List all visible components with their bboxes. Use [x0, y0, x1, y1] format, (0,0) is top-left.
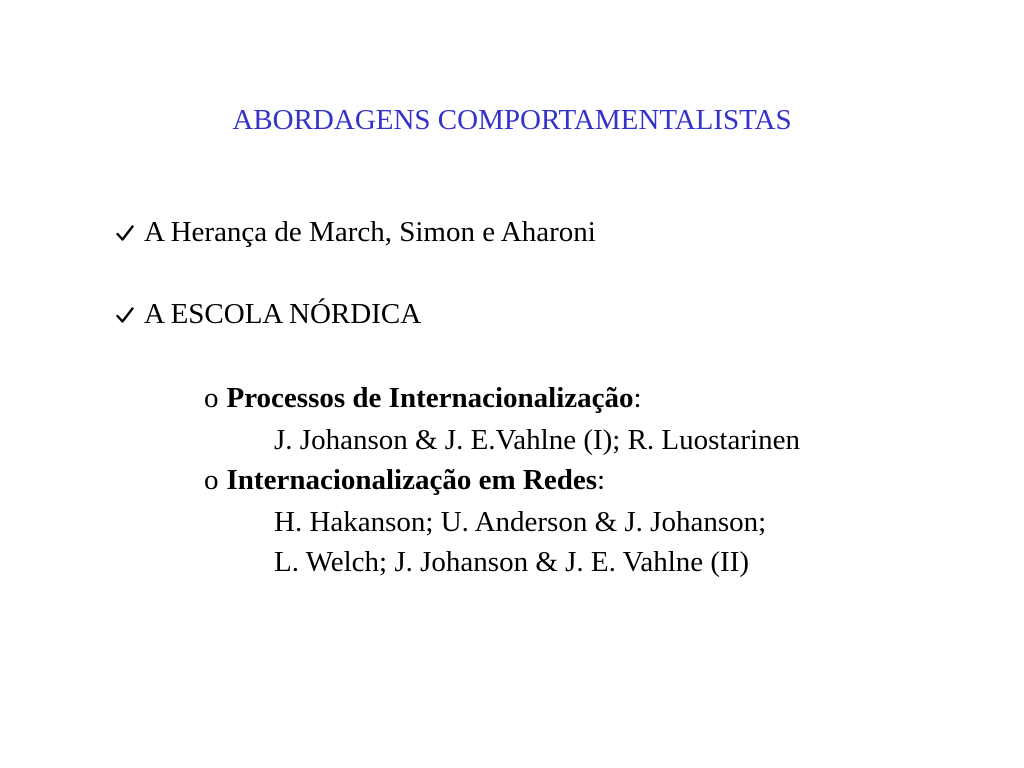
checkmark-icon [116, 306, 134, 324]
checklist-item-label: A Herança de March, Simon e Aharoni [144, 216, 596, 248]
subitem-heading: Processos de Internacionalização [226, 382, 634, 414]
subitem-suffix: : [633, 382, 642, 414]
circle-bullet: o [204, 464, 219, 496]
subitem-network-internationalization [204, 460, 605, 500]
subitem-heading: Internacionalização em Redes [226, 464, 597, 496]
checklist-item-label: A ESCOLA NÓRDICA [144, 298, 422, 330]
slide-title: ABORDAGENS COMPORTAMENTALISTAS [232, 104, 792, 136]
checkmark-icon [116, 224, 134, 242]
subitem-detail-line: L. Welch; J. Johanson & J. E. Vahlne (II) [274, 546, 750, 578]
subitem-detail-line: J. Johanson & J. E.Vahlne (I); R. Luostarinen [274, 424, 800, 456]
checklist-item-heritage [116, 212, 596, 252]
circle-bullet: o [204, 382, 219, 414]
subitem-internationalization-processes [204, 378, 642, 418]
subitem-detail-line: H. Hakanson; U. Anderson & J. Johanson; [274, 506, 767, 538]
subitem-suffix: : [597, 464, 606, 496]
checklist-item-nordic-school [116, 294, 421, 334]
